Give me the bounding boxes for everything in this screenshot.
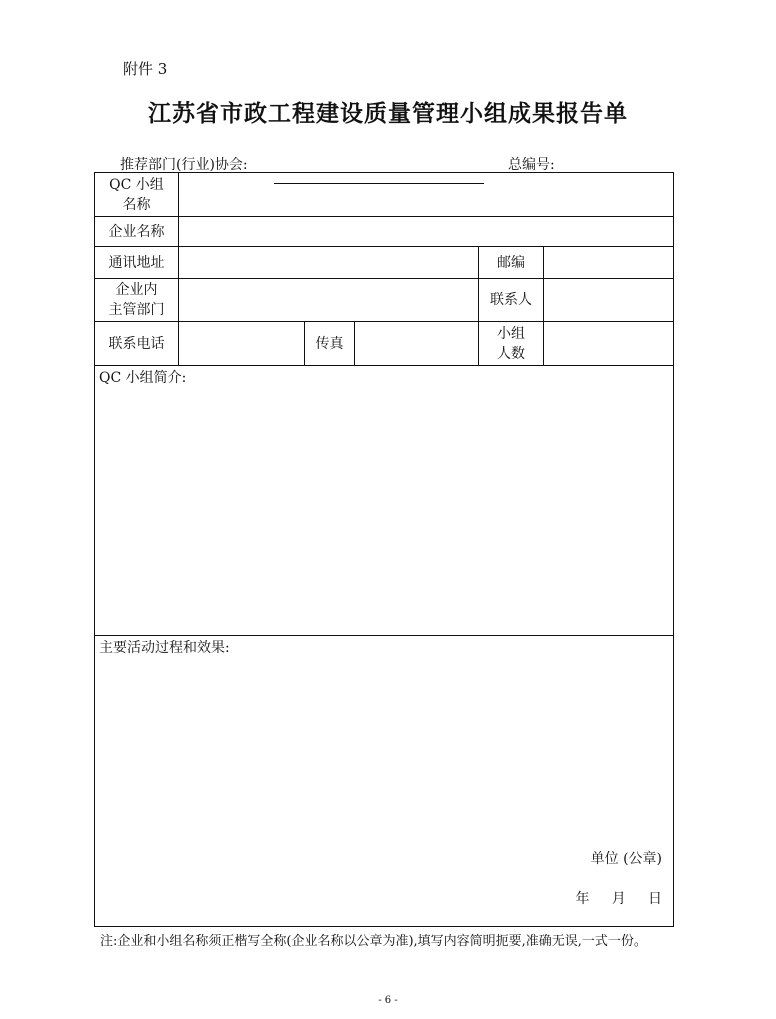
process-field[interactable] <box>95 636 674 927</box>
recommend-dept-label: 推荐部门(行业)协会: <box>120 157 248 173</box>
address-label: 通讯地址 <box>95 247 179 279</box>
dept-field[interactable] <box>179 279 479 322</box>
process-label: 主要活动过程和效果: <box>99 640 230 656</box>
attachment-label: 附件 3 <box>123 60 168 78</box>
qc-group-name-label: QC 小组 名称 <box>95 173 179 217</box>
page-title: 江苏省市政工程建设质量管理小组成果报告单 <box>148 100 628 127</box>
stamp-label: 单位 (公章) <box>590 851 662 867</box>
company-name-field[interactable] <box>179 217 674 247</box>
dept-label: 企业内 主管部门 <box>95 279 179 322</box>
address-field[interactable] <box>179 247 479 279</box>
date-label: 年 月 日 <box>575 891 662 907</box>
page-number: - 6 - <box>378 995 398 1006</box>
group-size-field[interactable] <box>544 322 674 366</box>
group-size-label: 小组 人数 <box>479 322 544 366</box>
qc-intro-label: QC 小组简介: <box>99 370 187 386</box>
contact-person-label: 联系人 <box>479 279 544 322</box>
serial-number-label: 总编号: <box>508 157 555 173</box>
report-form-table <box>94 172 674 927</box>
qc-group-name-field[interactable] <box>179 173 674 217</box>
footnote: 注:企业和小组名称须正楷写全称(企业名称以公章为准),填写内容简明扼要,准确无误,一式一份。 <box>100 934 647 949</box>
phone-field[interactable] <box>179 322 305 366</box>
phone-label: 联系电话 <box>95 322 179 366</box>
company-name-label: 企业名称 <box>95 217 179 247</box>
postcode-field[interactable] <box>544 247 674 279</box>
qc-intro-field[interactable] <box>95 366 674 636</box>
contact-person-field[interactable] <box>544 279 674 322</box>
postcode-label: 邮编 <box>479 247 544 279</box>
fax-field[interactable] <box>355 322 479 366</box>
fax-label: 传真 <box>305 322 355 366</box>
